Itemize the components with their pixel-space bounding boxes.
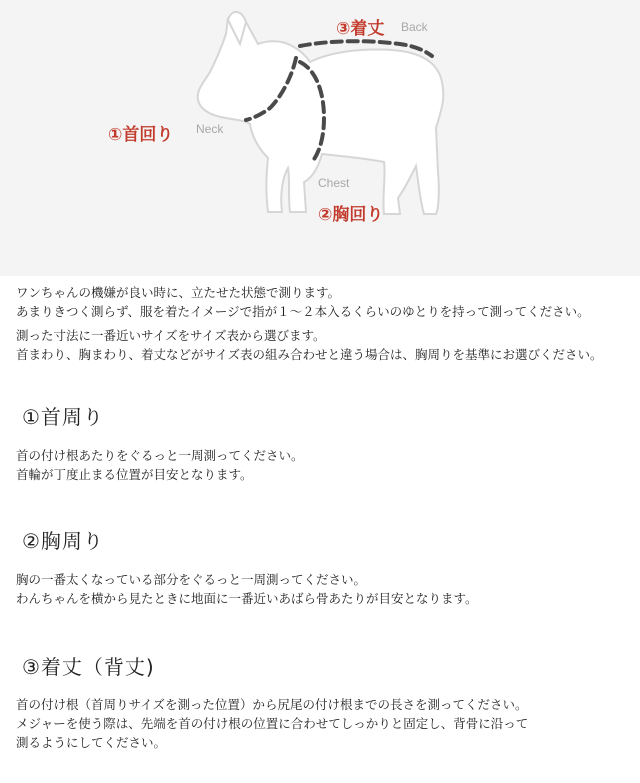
neck-label: ①首回り (108, 125, 174, 145)
section-line: 測るようにしてください。 (16, 735, 167, 750)
section-heading: ①首周り (22, 405, 104, 429)
intro-line-4: 首まわり、胸まわり、着丈などがサイズ表の組み合わせと違う場合は、胸周りを基準にお選びください。 (16, 347, 603, 362)
section-heading: ③着丈（背丈) (22, 655, 155, 679)
back-label: ③着丈 (336, 19, 385, 39)
intro-line-3: 測った寸法に一番近いサイズをサイズ表から選びます。 (16, 328, 326, 343)
section-line: 首の付け根（首周りサイズを測った位置）から尻尾の付け根までの長さを測ってください。 (16, 697, 528, 712)
intro-line-2: あまりきつく測らず、服を着たイメージで指が１～２本入るくらいのゆとりを持って測ってください。 (16, 304, 590, 319)
section-heading: ②胸周り (22, 529, 104, 553)
chest-label: ②胸回り (318, 205, 384, 225)
back-en-label: Back (401, 20, 428, 34)
section-line: わんちゃんを横から見たときに地面に一番近いあばら骨あたりが目安となります。 (16, 591, 478, 606)
section-line: 胸の一番太くなっている部分をぐるっと一周測ってください。 (16, 572, 367, 587)
dog-silhouette-illustration (0, 0, 640, 276)
section-line: メジャーを使う際は、先端を首の付け根の位置に合わせてしっかりと固定し、背骨に沿って (16, 716, 529, 731)
section-line: 首の付け根あたりをぐるっと一周測ってください。 (16, 448, 304, 463)
neck-en-label: Neck (196, 122, 224, 136)
intro-line-1: ワンちゃんの機嫌が良い時に、立たせた状態で測ります。 (16, 285, 341, 300)
measurement-figure (0, 0, 640, 276)
section-line: 首輪が丁度止まる位置が目安となります。 (16, 467, 253, 482)
chest-en-label: Chest (318, 176, 350, 190)
